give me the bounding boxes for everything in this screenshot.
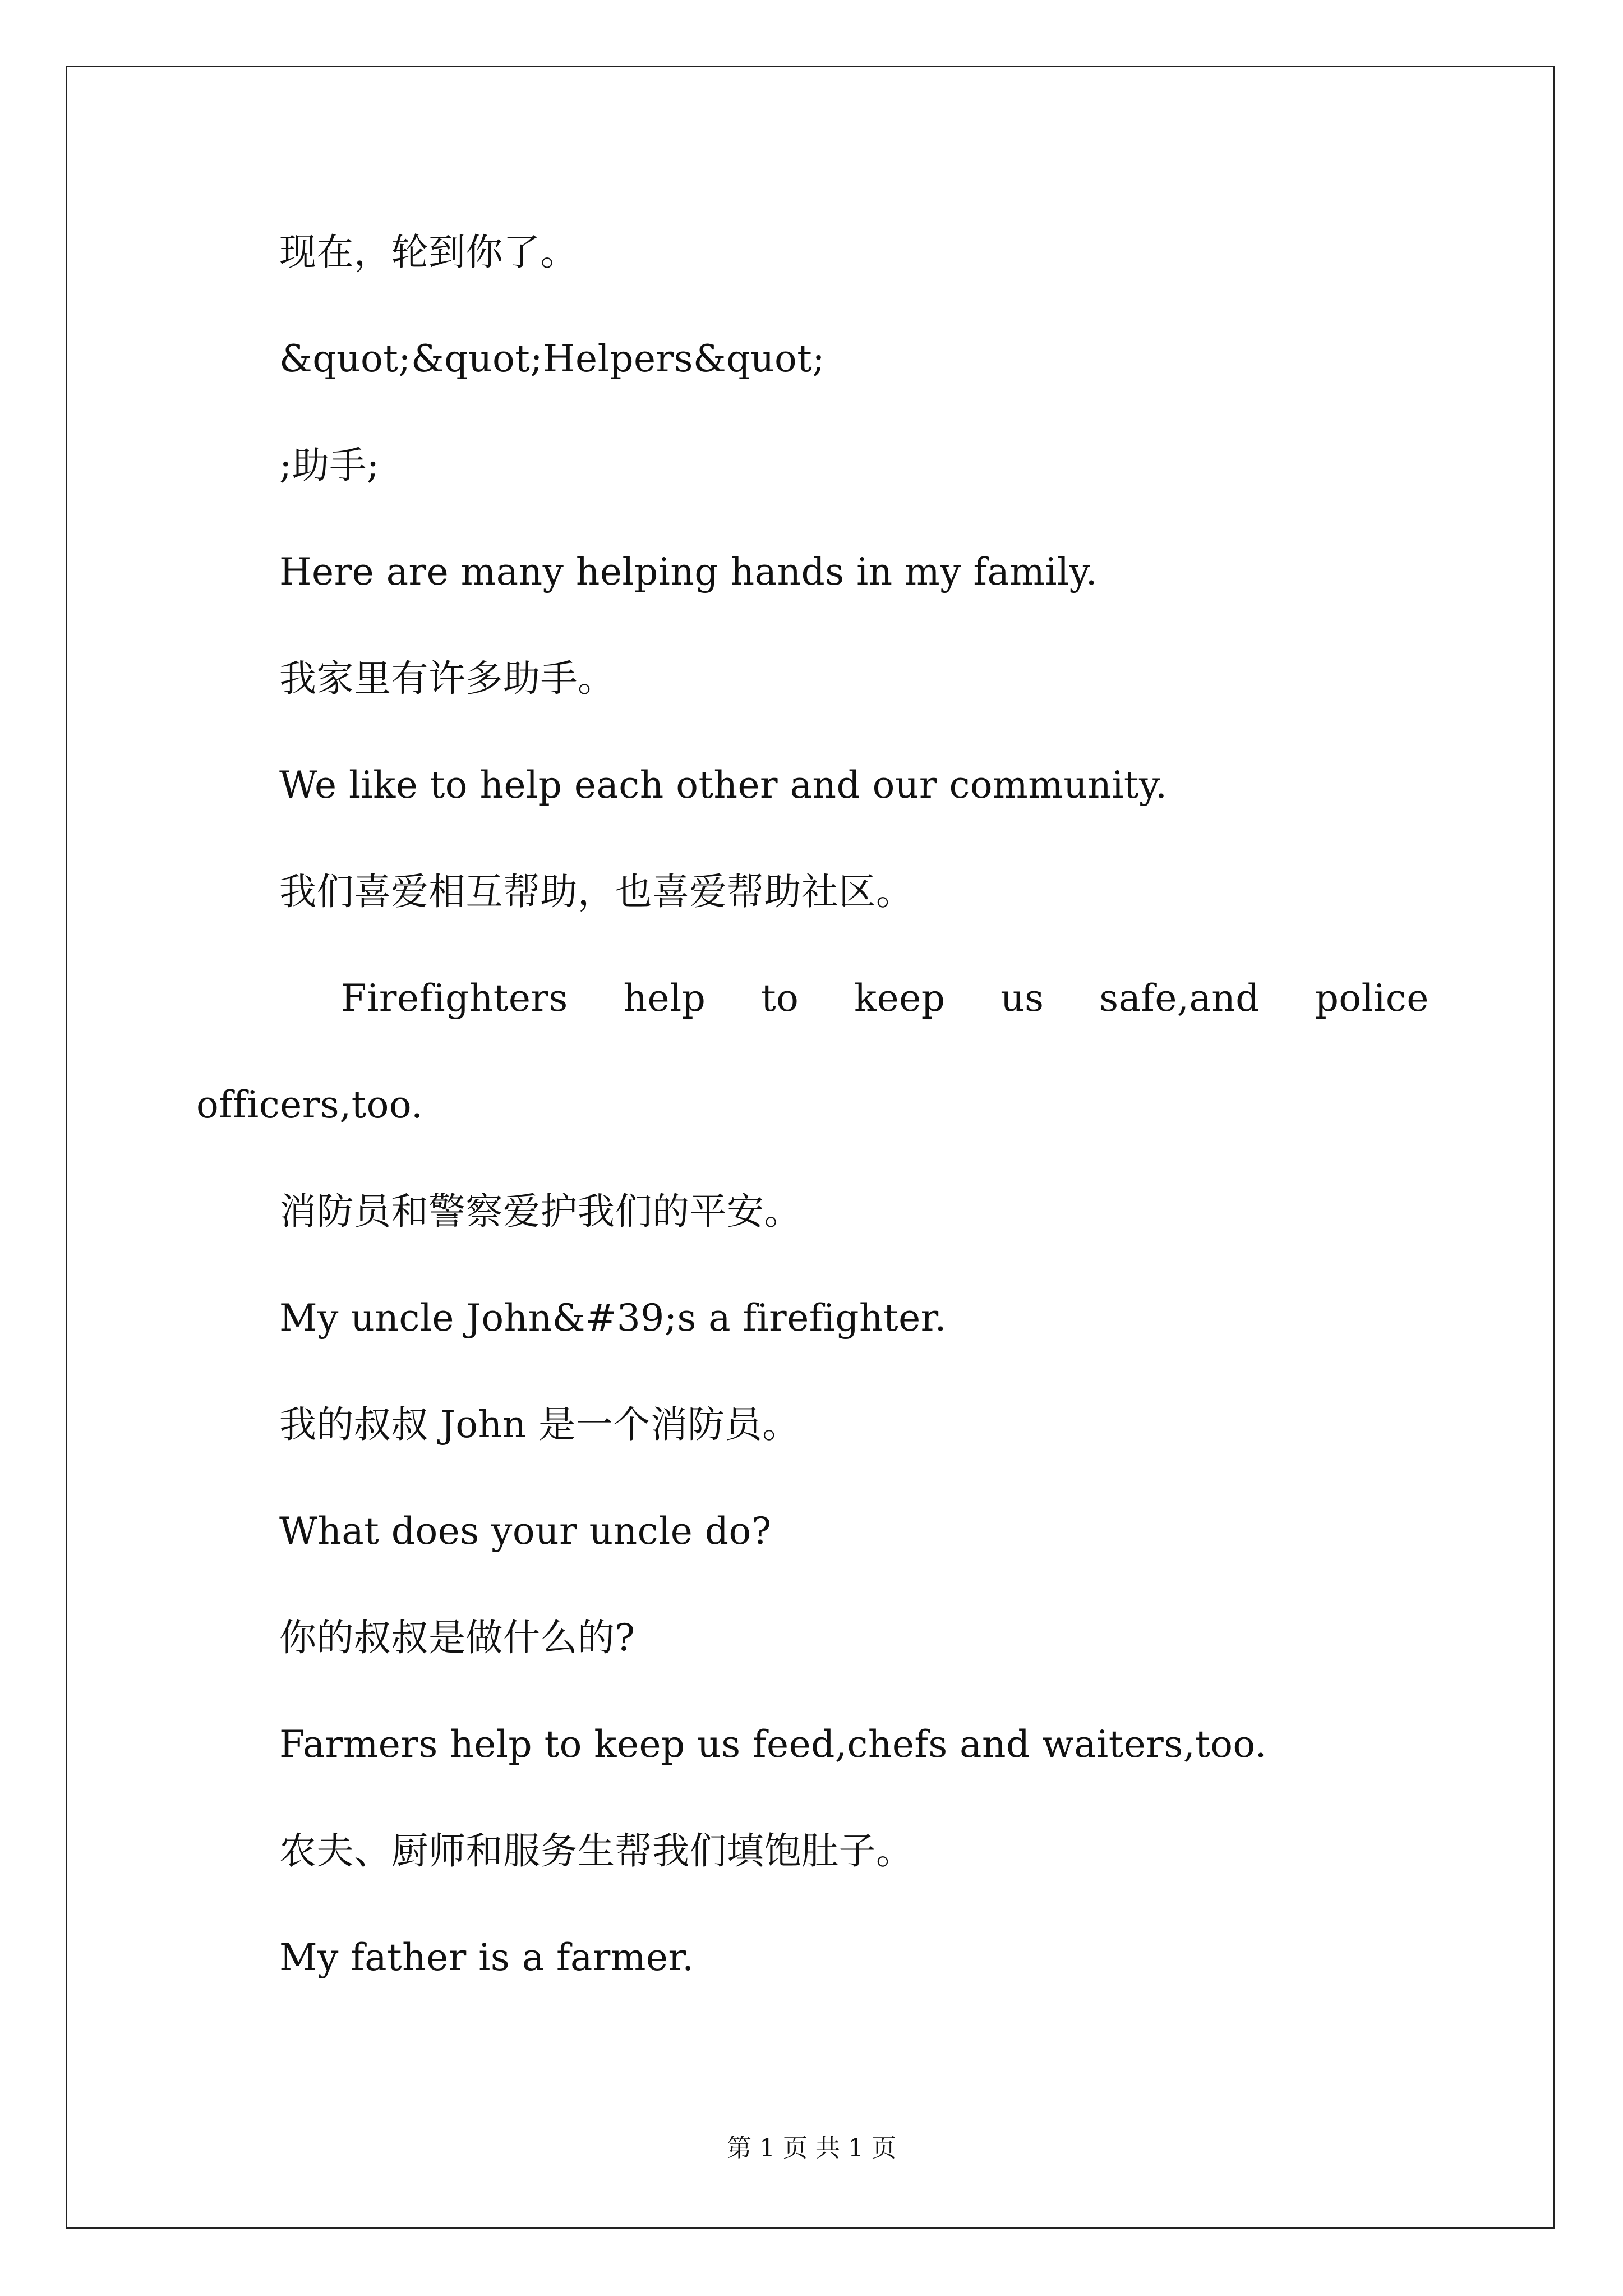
paragraph-word: police <box>1315 977 1429 1020</box>
text-line: 农夫、厨师和服务生帮我们填饱肚子。 <box>279 1829 914 1872</box>
text-line: Farmers help to keep us feed,chefs and waiters,too. <box>279 1723 1267 1766</box>
text-line-continuation: officers,too. <box>196 1083 423 1126</box>
page-border <box>66 66 1555 2229</box>
text-line: &quot;&quot;Helpers&quot; <box>279 337 825 380</box>
justified-paragraph-line <box>279 976 1429 1021</box>
paragraph-word: to <box>761 977 799 1020</box>
text-line: 消防员和警察爱护我们的平安。 <box>279 1190 801 1233</box>
paragraph-word: help <box>623 977 706 1020</box>
text-line: 你的叔叔是做什么的? <box>279 1616 635 1659</box>
text-line: My father is a farmer. <box>279 1936 694 1979</box>
paragraph-word: safe,and <box>1099 977 1260 1020</box>
text-line: My uncle John&#39;s a firefighter. <box>279 1296 947 1340</box>
paragraph-word: Firefighters <box>341 977 568 1020</box>
text-line: 现在，轮到你了。 <box>279 231 578 274</box>
text-line: 我家里有许多助手。 <box>279 657 615 700</box>
text-line: Here are many helping hands in my family. <box>279 550 1098 593</box>
text-line: What does your uncle do? <box>279 1510 772 1553</box>
text-line: 我们喜爱相互帮助，也喜爱帮助社区。 <box>279 870 914 913</box>
paragraph-word: keep <box>854 977 946 1020</box>
text-line: ;助手; <box>279 444 380 487</box>
page-footer: 第 1 页 共 1 页 <box>727 2134 896 2162</box>
text-line: We like to help each other and our community. <box>279 763 1168 807</box>
paragraph-word: us <box>1000 977 1044 1020</box>
text-line: 我的叔叔 John 是一个消防员。 <box>279 1403 800 1446</box>
